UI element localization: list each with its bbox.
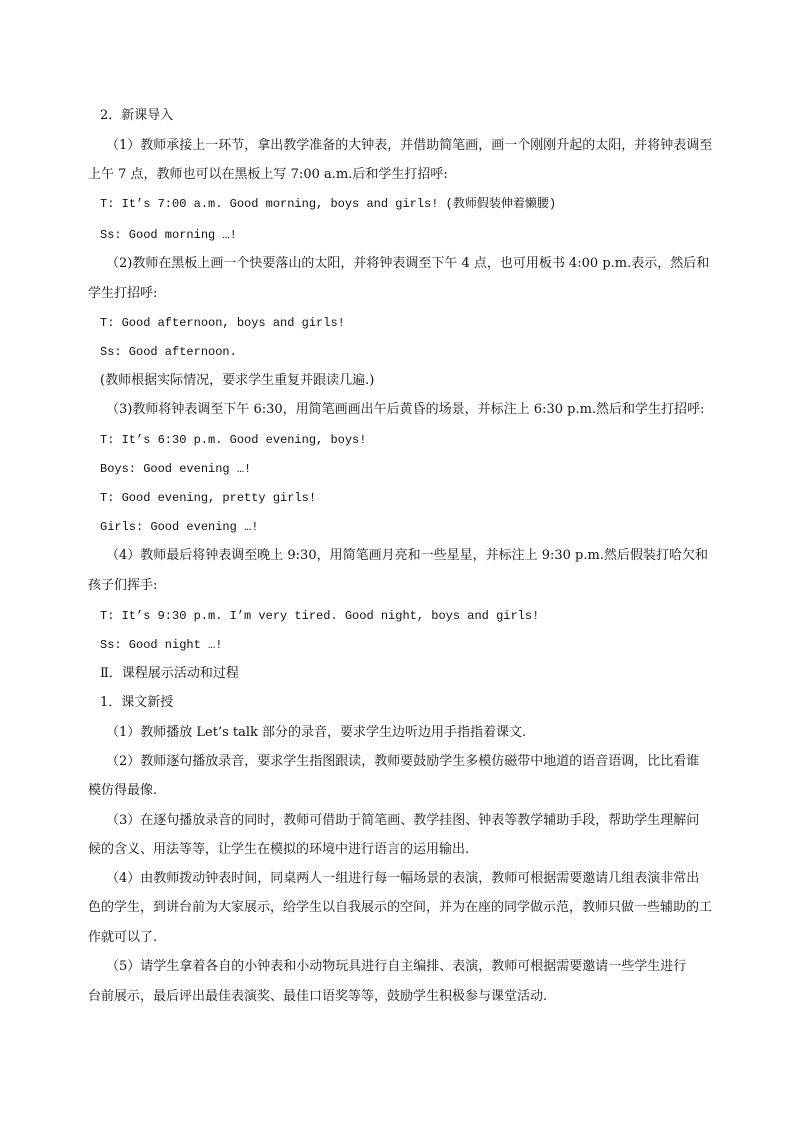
- dialogue-line: T: It’s 7:00 a.m. Good morning, boys and girls! (教师假装伸着懒腰): [100, 197, 557, 211]
- paragraph-line: （4）教师最后将钟表调至晚上 9:30，用简笔画月亮和一些星星，并标注上 9:30 p.m.然后假装打哈欠和: [106, 548, 708, 563]
- dialogue-line: T: Good afternoon, boys and girls!: [100, 316, 345, 330]
- dialogue-line: Boys: Good evening …!: [100, 462, 252, 476]
- dialogue-line: T: Good evening, pretty girls!: [100, 491, 317, 505]
- paragraph-line: 台前展示，最后评出最佳表演奖、最佳口语奖等等，鼓励学生积极参与课堂活动.: [88, 989, 548, 1004]
- dialogue-line: T: It’s 9:30 p.m. I’m very tired. Good night, boys and girls!: [100, 609, 540, 623]
- paragraph-line: （3)教师将钟表调至下午 6:30，用简笔画画出午后黄昏的场景，并标注上 6:30 p.m.然后和学生打招呼:: [106, 402, 705, 417]
- subsection-heading-new-text: 1．课文新授: [100, 695, 174, 710]
- paragraph-line: 色的学生，到讲台前为大家展示，给学生以自我展示的空间，并为在座的同学做示范，教师只做一些辅助的工: [88, 900, 713, 915]
- paragraph-line: （3）在逐句播放录音的同时，教师可借助于简笔画、教学挂图、钟表等教学辅助手段，帮助学生理解问: [106, 813, 700, 828]
- paragraph-line: 作就可以了.: [88, 930, 158, 945]
- paragraph-line: （5）请学生拿着各自的小钟表和小动物玩具进行自主编排、表演，教师可根据需要邀请一些学生进行: [106, 959, 687, 974]
- dialogue-line: T: It’s 6:30 p.m. Good evening, boys!: [100, 433, 367, 447]
- paragraph-line: (教师根据实际情况，要求学生重复并跟读几遍.): [100, 373, 375, 388]
- dialogue-line: Ss: Good afternoon.: [100, 345, 237, 359]
- paragraph-line: （4）由教师拨动钟表时间，同桌两人一组进行每一幅场景的表演，教师可根据需要邀请几组表演非常出: [106, 871, 700, 886]
- section-heading-new-lesson: 2．新课导入: [100, 108, 174, 123]
- paragraph-line: 模仿得最像.: [88, 783, 158, 798]
- dialogue-line: Ss: Good night …!: [100, 638, 223, 652]
- paragraph-line: 候的含义、用法等等，让学生在模拟的环境中进行语言的运用输出.: [88, 842, 470, 857]
- paragraph-line: （2)教师在黑板上画一个快要落山的太阳，并将钟表调至下午 4 点，也可用板书 4:00 p.m.表示，然后和: [106, 256, 710, 271]
- paragraph-line: 上午 7 点，教师也可以在黑板上写 7:00 a.m.后和学生打招呼:: [88, 167, 448, 182]
- paragraph-line: 学生打招呼:: [88, 286, 158, 301]
- dialogue-line: Ss: Good morning …!: [100, 228, 237, 242]
- paragraph-line: （2）教师逐句播放录音，要求学生指图跟读，教师要鼓励学生多模仿磁带中地道的语音语调，比比看谁: [106, 754, 700, 769]
- paragraph-line: （1）教师播放 Let’s talk 部分的录音，要求学生边听边用手指指着课文.: [106, 725, 527, 740]
- dialogue-line: Girls: Good evening …!: [100, 520, 259, 534]
- paragraph-line: 孩子们挥手:: [88, 578, 158, 593]
- paragraph-line: （1）教师承接上一环节，拿出教学准备的大钟表，并借助简笔画，画一个刚刚升起的太阳，并将钟表调至: [106, 138, 713, 153]
- section-heading-activities: Ⅱ．课程展示活动和过程: [100, 666, 239, 681]
